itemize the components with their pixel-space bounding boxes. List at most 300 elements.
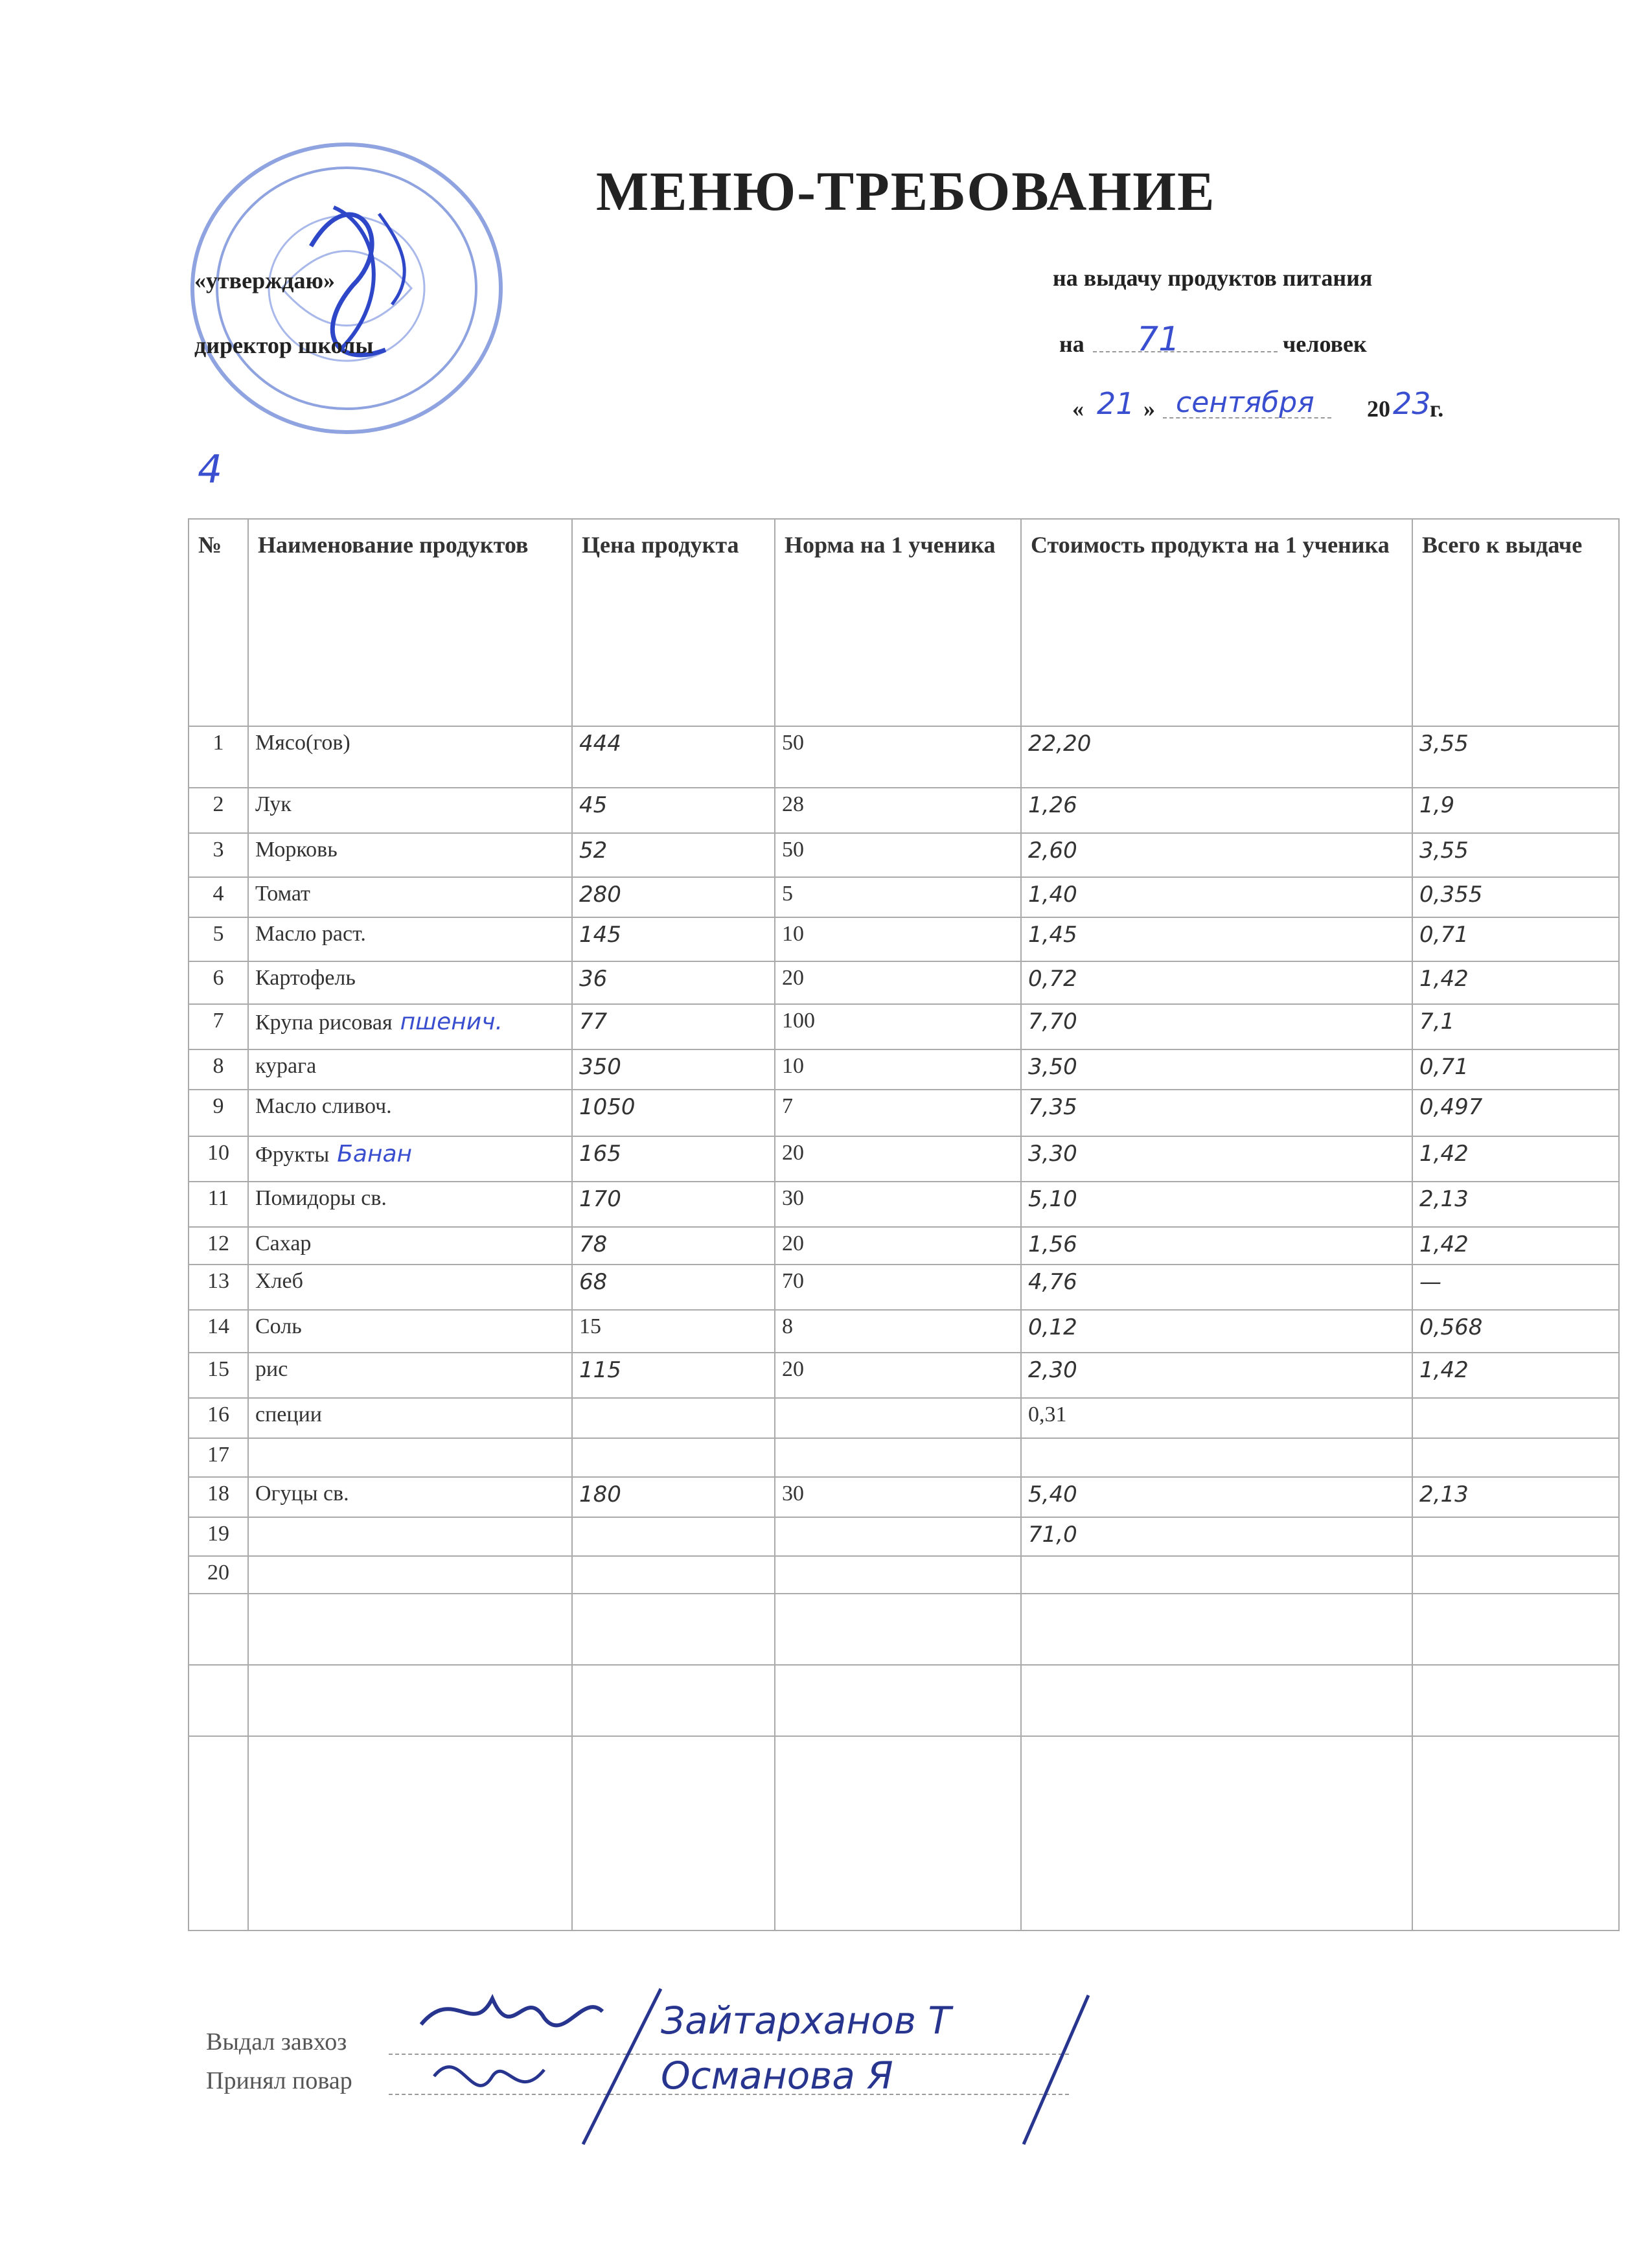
product-total [1412, 1265, 1619, 1310]
product-cost [1021, 1090, 1412, 1136]
product-total-text: 2,13 [1419, 1482, 1469, 1507]
product-norm [775, 1398, 1021, 1438]
product-price-text: 280 [579, 882, 621, 908]
product-norm [775, 1556, 1021, 1594]
product-cost [1021, 1398, 1412, 1438]
product-norm-text: 5 [782, 882, 793, 906]
product-price-text: 145 [579, 922, 621, 948]
date-day: 21 [1097, 386, 1135, 421]
row-number-text: 10 [207, 1141, 229, 1165]
product-cost-text: 71,0 [1028, 1522, 1077, 1548]
product-name-text: Фрукты [255, 1143, 330, 1167]
product-name-text: Помидоры св. [255, 1186, 387, 1210]
people-count: 71 [1137, 320, 1180, 359]
empty-cell [1412, 1736, 1619, 1930]
purpose-text: на выдачу продуктов питания [1053, 265, 1373, 291]
product-price-text: 444 [579, 731, 621, 757]
row-number-text: 12 [207, 1231, 229, 1255]
product-name [248, 1136, 572, 1182]
product-name-text: рис [255, 1357, 288, 1381]
row-number [189, 961, 248, 1004]
product-cost-text: 7,70 [1028, 1009, 1077, 1035]
product-cost-text: 1,26 [1028, 792, 1077, 818]
product-total [1412, 1310, 1619, 1353]
product-cost-text: 3,50 [1028, 1054, 1077, 1080]
document-title: МЕНЮ-ТРЕБОВАНИЕ [596, 160, 1216, 222]
table-row-empty [189, 1665, 1619, 1736]
date-month-underline [1163, 417, 1331, 418]
product-name-text: Мясо(гов) [255, 731, 350, 755]
product-name-text: Крупа рисовая [255, 1011, 393, 1035]
empty-cell [1412, 1665, 1619, 1736]
empty-cell [572, 1665, 775, 1736]
row-number [189, 726, 248, 788]
director-label: директор школы [194, 332, 374, 358]
product-total [1412, 1517, 1619, 1556]
product-cost-text: 0,31 [1028, 1403, 1067, 1426]
table-row [189, 726, 1619, 788]
product-total [1412, 877, 1619, 917]
row-number [189, 1182, 248, 1227]
empty-cell [248, 1665, 572, 1736]
slash-marks [570, 1982, 1114, 2151]
product-price [572, 1182, 775, 1227]
product-name-text: Масло раст. [255, 922, 366, 946]
col-number-header: № [189, 519, 248, 726]
product-norm-text: 20 [782, 966, 804, 990]
empty-cell [572, 1594, 775, 1665]
product-norm-text: 100 [782, 1009, 815, 1033]
row-number-text: 1 [212, 731, 224, 755]
product-cost-text: 4,76 [1028, 1269, 1077, 1295]
product-norm [775, 833, 1021, 877]
product-price [572, 1556, 775, 1594]
product-cost [1021, 726, 1412, 788]
product-norm-text: 50 [782, 731, 804, 755]
table-row [189, 1136, 1619, 1182]
empty-cell [1412, 1594, 1619, 1665]
product-norm [775, 1136, 1021, 1182]
product-price-text: 78 [579, 1231, 608, 1257]
approve-label: «утверждаю» [194, 268, 335, 293]
product-price [572, 1136, 775, 1182]
product-cost [1021, 1265, 1412, 1310]
product-name [248, 1398, 572, 1438]
row-number [189, 1398, 248, 1438]
product-price [572, 961, 775, 1004]
product-total [1412, 1090, 1619, 1136]
row-number-text: 16 [207, 1403, 229, 1426]
product-name-text: Соль [255, 1314, 302, 1338]
col-cost-header: Стоимость продукта на 1 ученика [1021, 519, 1412, 726]
product-norm [775, 1227, 1021, 1265]
date-month: сентября [1176, 386, 1314, 419]
product-cost [1021, 1517, 1412, 1556]
received-signature [428, 2050, 557, 2122]
product-cost-text: 1,56 [1028, 1231, 1077, 1257]
product-price [572, 788, 775, 833]
product-name [248, 1353, 572, 1398]
product-price-text: 180 [579, 1482, 621, 1507]
issued-name: Зайтарханов Т [661, 1999, 951, 2043]
product-norm [775, 1477, 1021, 1517]
table-row [189, 1398, 1619, 1438]
product-cost-text: 1,40 [1028, 882, 1077, 908]
row-number-text: 13 [207, 1269, 229, 1293]
product-norm [775, 1090, 1021, 1136]
product-price-text: 77 [579, 1009, 608, 1035]
product-cost [1021, 1310, 1412, 1353]
product-total-text: 1,42 [1419, 966, 1469, 992]
product-price-text: 68 [579, 1269, 608, 1295]
product-cost [1021, 1477, 1412, 1517]
row-number [189, 1136, 248, 1182]
empty-cell [1021, 1665, 1412, 1736]
empty-cell [248, 1594, 572, 1665]
people-underline [1093, 351, 1278, 352]
product-cost [1021, 1353, 1412, 1398]
received-name: Османова Я [661, 2054, 893, 2098]
menu-requirement-table [188, 518, 1620, 1931]
product-cost [1021, 1438, 1412, 1477]
product-name [248, 1265, 572, 1310]
empty-cell [189, 1665, 248, 1736]
product-price-text: 350 [579, 1054, 621, 1080]
row-number [189, 1556, 248, 1594]
table-row [189, 1310, 1619, 1353]
received-label: Принял повар [206, 2067, 352, 2094]
issued-label: Выдал завхоз [206, 2028, 347, 2056]
date-open: « [1072, 396, 1084, 422]
product-price [572, 1310, 775, 1353]
product-cost-text: 5,10 [1028, 1186, 1077, 1212]
table-row [189, 1090, 1619, 1136]
product-total [1412, 1136, 1619, 1182]
table-row [189, 1182, 1619, 1227]
col-total-header: Всего к выдаче [1412, 519, 1619, 726]
product-cost [1021, 961, 1412, 1004]
product-total-text: 0,355 [1419, 882, 1483, 908]
product-name [248, 788, 572, 833]
product-norm-text: 28 [782, 792, 804, 816]
product-name-text: курага [255, 1054, 317, 1078]
row-number [189, 1353, 248, 1398]
empty-cell [775, 1594, 1021, 1665]
row-number-text: 17 [207, 1443, 229, 1467]
product-name [248, 961, 572, 1004]
table-row [189, 1004, 1619, 1049]
product-name-text: Томат [255, 882, 310, 906]
table-row [189, 1227, 1619, 1265]
product-norm [775, 1310, 1021, 1353]
row-number-text: 8 [212, 1054, 224, 1078]
product-norm [775, 1353, 1021, 1398]
product-name [248, 1090, 572, 1136]
product-cost-text: 0,12 [1028, 1314, 1077, 1340]
row-number [189, 1310, 248, 1353]
product-cost [1021, 1049, 1412, 1090]
product-price-text: 36 [579, 966, 608, 992]
product-price [572, 1438, 775, 1477]
row-number [189, 1517, 248, 1556]
product-total-text: 1,42 [1419, 1141, 1469, 1167]
product-total [1412, 726, 1619, 788]
product-price [572, 1090, 775, 1136]
product-norm-text: 10 [782, 1054, 804, 1078]
product-name-handwritten: пшенич. [400, 1009, 503, 1035]
row-number-text: 18 [207, 1482, 229, 1506]
row-number-text: 5 [212, 922, 224, 946]
product-price [572, 1004, 775, 1049]
product-norm-text: 70 [782, 1269, 804, 1293]
product-price [572, 1398, 775, 1438]
product-cost-text: 2,60 [1028, 838, 1077, 864]
product-total-text: 3,55 [1419, 731, 1469, 757]
table-row [189, 917, 1619, 961]
date-close: » [1143, 396, 1155, 422]
product-price-text: 15 [579, 1314, 601, 1338]
product-norm-text: 20 [782, 1231, 804, 1255]
product-name [248, 833, 572, 877]
table-row [189, 1265, 1619, 1310]
product-cost-text: 7,35 [1028, 1094, 1077, 1120]
product-price [572, 1477, 775, 1517]
people-prefix: на [1059, 331, 1084, 357]
product-norm [775, 1517, 1021, 1556]
date-g: г. [1430, 396, 1444, 422]
product-norm [775, 1182, 1021, 1227]
product-name [248, 1227, 572, 1265]
product-cost [1021, 833, 1412, 877]
product-name-text: Хлеб [255, 1269, 303, 1293]
product-cost [1021, 877, 1412, 917]
product-cost [1021, 1136, 1412, 1182]
product-cost [1021, 917, 1412, 961]
product-price [572, 1227, 775, 1265]
product-name [248, 917, 572, 961]
product-total-text: 0,71 [1419, 922, 1469, 948]
product-price [572, 877, 775, 917]
row-number [189, 833, 248, 877]
product-norm [775, 1004, 1021, 1049]
row-number [189, 788, 248, 833]
product-total [1412, 961, 1619, 1004]
product-total-text: 0,71 [1419, 1054, 1469, 1080]
product-price-text: 1050 [579, 1094, 636, 1120]
row-number-text: 2 [212, 792, 224, 816]
product-norm [775, 917, 1021, 961]
product-total-text: 0,497 [1419, 1094, 1483, 1120]
product-name [248, 1556, 572, 1594]
row-number-text: 4 [212, 882, 224, 906]
col-price-header: Цена продукта [572, 519, 775, 726]
product-name-text: Масло сливоч. [255, 1094, 392, 1118]
product-name [248, 1517, 572, 1556]
product-total [1412, 1004, 1619, 1049]
product-cost-text: 3,30 [1028, 1141, 1077, 1167]
product-name [248, 726, 572, 788]
product-name [248, 1438, 572, 1477]
product-norm [775, 961, 1021, 1004]
table-row [189, 833, 1619, 877]
product-total-text: 2,13 [1419, 1186, 1469, 1212]
table-row [189, 1438, 1619, 1477]
row-number-text: 7 [212, 1009, 224, 1033]
col-norm-header: Норма на 1 ученика [775, 519, 1021, 726]
product-cost-text: 2,30 [1028, 1357, 1077, 1383]
row-number-text: 15 [207, 1357, 229, 1381]
table-row-empty [189, 1736, 1619, 1930]
product-cost-text: 5,40 [1028, 1482, 1077, 1507]
product-cost [1021, 1004, 1412, 1049]
table-row [189, 877, 1619, 917]
product-price [572, 1265, 775, 1310]
product-cost [1021, 1182, 1412, 1227]
product-total [1412, 1477, 1619, 1517]
product-norm-text: 50 [782, 838, 804, 862]
product-cost [1021, 788, 1412, 833]
product-total [1412, 1049, 1619, 1090]
product-total-text: 1,42 [1419, 1357, 1469, 1383]
product-price [572, 1517, 775, 1556]
product-norm-text: 7 [782, 1094, 793, 1118]
product-total [1412, 788, 1619, 833]
row-number-text: 9 [212, 1094, 224, 1118]
product-total [1412, 1182, 1619, 1227]
product-total [1412, 1353, 1619, 1398]
table-body [189, 726, 1619, 1930]
empty-cell [248, 1736, 572, 1930]
product-norm-text: 20 [782, 1141, 804, 1165]
product-name-text: Сахар [255, 1231, 312, 1255]
empty-cell [189, 1594, 248, 1665]
product-total-text: 7,1 [1419, 1009, 1455, 1035]
date-year-suffix: 23 [1393, 386, 1431, 421]
product-name [248, 1182, 572, 1227]
table-row [189, 1049, 1619, 1090]
table-row [189, 1353, 1619, 1398]
date-line [1072, 386, 1474, 428]
product-price-text: 52 [579, 838, 608, 864]
product-price [572, 1353, 775, 1398]
product-total-text: 3,55 [1419, 838, 1469, 864]
table-row-empty [189, 1594, 1619, 1665]
product-norm [775, 1438, 1021, 1477]
product-norm [775, 726, 1021, 788]
product-total [1412, 1398, 1619, 1438]
row-number [189, 1090, 248, 1136]
product-price-text: 170 [579, 1186, 621, 1212]
product-total [1412, 917, 1619, 961]
product-cost [1021, 1556, 1412, 1594]
product-name [248, 1477, 572, 1517]
product-total [1412, 1227, 1619, 1265]
row-number [189, 1227, 248, 1265]
product-price [572, 726, 775, 788]
product-name-text: Картофель [255, 966, 356, 990]
product-norm [775, 788, 1021, 833]
row-number-text: 3 [212, 838, 224, 862]
product-norm [775, 877, 1021, 917]
empty-cell [1021, 1736, 1412, 1930]
product-total [1412, 1438, 1619, 1477]
table-row [189, 961, 1619, 1004]
product-name [248, 1049, 572, 1090]
row-number-text: 14 [207, 1314, 229, 1338]
product-name-text: Лук [255, 792, 292, 816]
product-total [1412, 833, 1619, 877]
table-row [189, 1477, 1619, 1517]
corner-note: 4 [198, 447, 223, 492]
product-norm-text: 30 [782, 1482, 804, 1506]
product-cost [1021, 1227, 1412, 1265]
product-name [248, 1310, 572, 1353]
product-norm-text: 10 [782, 922, 804, 946]
product-norm-text: 20 [782, 1357, 804, 1381]
product-norm-text: 30 [782, 1186, 804, 1210]
product-price [572, 833, 775, 877]
row-number [189, 1438, 248, 1477]
product-price-text: 165 [579, 1141, 621, 1167]
product-price [572, 917, 775, 961]
row-number-text: 6 [212, 966, 224, 990]
table-header-row [189, 519, 1619, 726]
product-price-text: 45 [579, 792, 608, 818]
people-suffix: человек [1283, 331, 1367, 357]
table-row [189, 1517, 1619, 1556]
product-name-handwritten: Банан [337, 1141, 413, 1167]
empty-cell [775, 1736, 1021, 1930]
empty-cell [775, 1665, 1021, 1736]
product-total-text: — [1419, 1269, 1441, 1295]
table-row [189, 1556, 1619, 1594]
date-year-prefix: 20 [1367, 396, 1390, 422]
product-norm [775, 1049, 1021, 1090]
people-count-line [1059, 320, 1422, 363]
row-number [189, 877, 248, 917]
product-name [248, 877, 572, 917]
row-number [189, 1004, 248, 1049]
row-number-text: 11 [207, 1186, 229, 1210]
table-row [189, 788, 1619, 833]
row-number-text: 20 [207, 1561, 229, 1585]
empty-cell [572, 1736, 775, 1930]
row-number [189, 1049, 248, 1090]
product-total-text: 1,9 [1419, 792, 1455, 818]
product-cost-text: 0,72 [1028, 966, 1077, 992]
empty-cell [189, 1736, 248, 1930]
product-cost-text: 1,45 [1028, 922, 1077, 948]
product-total-text: 0,568 [1419, 1314, 1483, 1340]
product-name-text: Огуцы св. [255, 1482, 349, 1506]
product-total-text: 1,42 [1419, 1231, 1469, 1257]
product-name-text: специи [255, 1403, 322, 1426]
row-number [189, 917, 248, 961]
empty-cell [1021, 1594, 1412, 1665]
product-name-text: Морковь [255, 838, 338, 862]
col-name-header: Наименование продуктов [248, 519, 572, 726]
product-norm [775, 1265, 1021, 1310]
product-total [1412, 1556, 1619, 1594]
product-price-text: 115 [579, 1357, 621, 1383]
product-norm-text: 8 [782, 1314, 793, 1338]
product-name [248, 1004, 572, 1049]
row-number-text: 19 [207, 1522, 229, 1546]
row-number [189, 1265, 248, 1310]
product-cost-text: 22,20 [1028, 731, 1092, 757]
row-number [189, 1477, 248, 1517]
product-price [572, 1049, 775, 1090]
